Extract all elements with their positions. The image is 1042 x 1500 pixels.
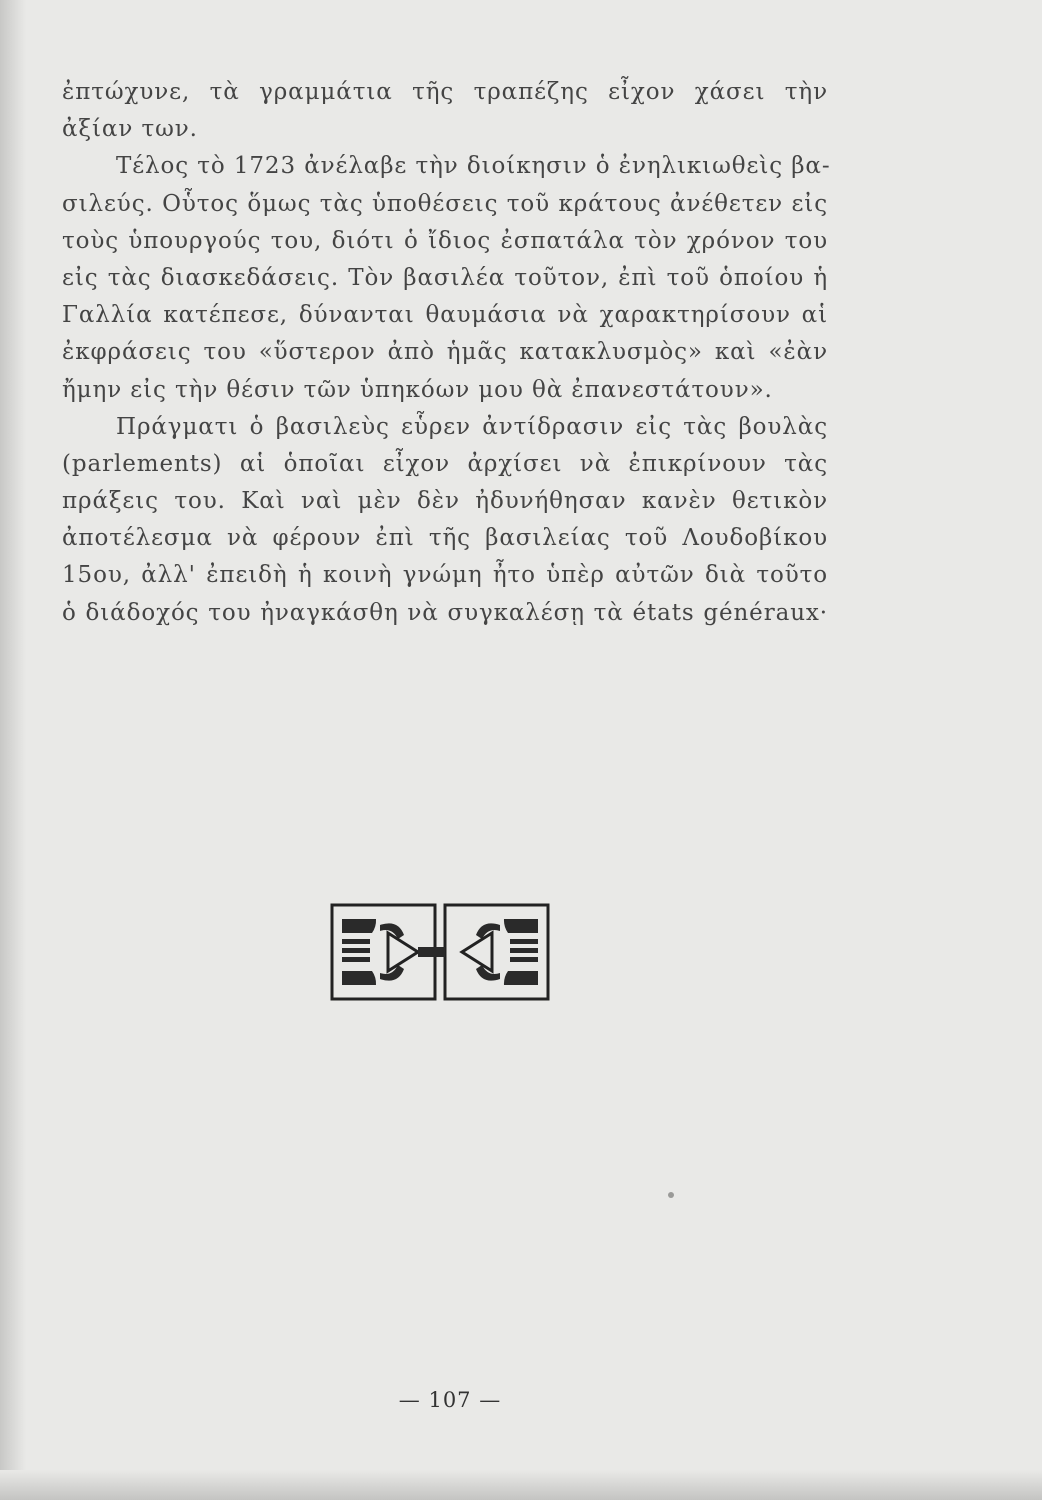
paper-speck: [668, 1192, 674, 1198]
text-line: (parlements) αἱ ὁποῖαι εἶχον ἀρχίσει νὰ ἐπικρίνουν τὰς: [62, 450, 828, 477]
text-line: ἤμην εἰς τὴν θέσιν τῶν ὑπηκόων μου θὰ ἐπανεστάτουν».: [62, 376, 773, 403]
text-line: πράξεις του. Καὶ ναὶ μὲν δὲν ἠδυνήθησαν κανὲν θετικὸν: [62, 488, 828, 515]
text-line: ἀξίαν των.: [62, 116, 198, 143]
text-line: 15ου, ἀλλ' ἐπειδὴ ἡ κοινὴ γνώμη ἦτο ὑπὲρ αὐτῶν διὰ τοῦτο: [62, 562, 828, 589]
text-line: Πράγματι ὁ βασιλεὺς εὗρεν ἀντίδρασιν εἰς τὰς βουλὰς: [116, 413, 828, 440]
page-number: — 107 —: [398, 1388, 502, 1412]
page-left-shadow: [0, 0, 26, 1500]
text-line: ἐπτώχυνε, τὰ γραμμάτια τῆς τραπέζης εἶχον χάσει τὴν: [62, 79, 828, 105]
text-line: ἀποτέλεσμα νὰ φέρουν ἐπὶ τῆς βασιλείας τοῦ Λουδοβίκου: [62, 525, 828, 552]
text-line: Γαλλία κατέπεσε, δύνανται θαυμάσια νὰ χαρακτηρίσουν αἱ: [62, 302, 828, 329]
text-line: ἐκφράσεις του «ὕστερον ἀπὸ ἡμᾶς κατακλυσμὸς» καὶ «ἐὰν: [62, 339, 828, 366]
text-line: εἰς τὰς διασκεδάσεις. Τὸν βασιλέα τοῦτον, ἐπὶ τοῦ ὁποίου ἡ: [62, 264, 828, 291]
decorative-ornament-icon: [330, 903, 550, 1001]
text-line: Τέλος τὸ 1723 ἀνέλαβε τὴν διοίκησιν ὁ ἐνηλικιωθεὶς βα-: [116, 153, 831, 180]
text-line: σιλεύς. Οὗτος ὅμως τὰς ὑποθέσεις τοῦ κράτους ἀνέθετεν εἰς: [62, 190, 828, 217]
page-bottom-shadow: [0, 1470, 1042, 1500]
text-line: ὁ διάδοχός του ἠναγκάσθη νὰ συγκαλέσῃ τὰ états généraux·: [62, 599, 828, 626]
body-text: [62, 74, 831, 632]
text-line: τοὺς ὑπουργούς του, διότι ὁ ἴδιος ἐσπατάλα τὸν χρόνον του: [62, 227, 828, 254]
